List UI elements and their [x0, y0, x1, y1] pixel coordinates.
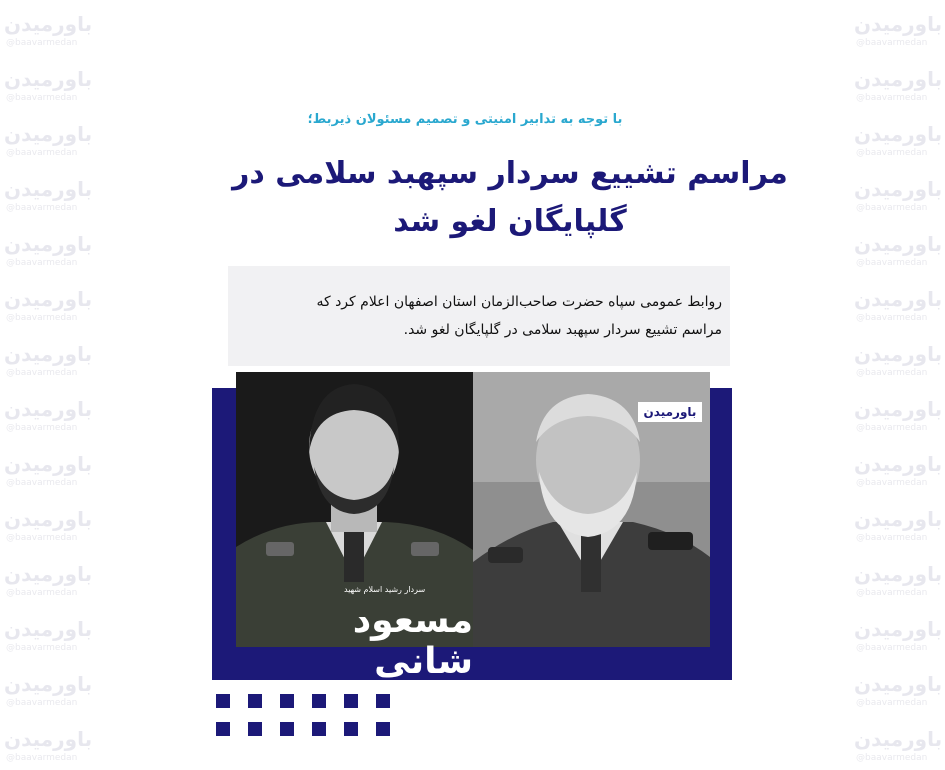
watermark-handle: @baavarmedan	[6, 38, 78, 48]
watermark-logo: باورمیدن	[854, 177, 943, 201]
watermark-logo: باورمیدن	[4, 232, 93, 256]
watermark-logo: باورمیدن	[4, 452, 93, 476]
watermark-handle: @baavarmedan	[856, 698, 928, 708]
watermark-item	[850, 660, 945, 715]
watermark-item	[0, 220, 95, 275]
watermark-item	[0, 165, 95, 220]
watermark-item	[850, 605, 945, 660]
watermark-item	[0, 385, 95, 440]
watermark-handle: @baavarmedan	[856, 533, 928, 543]
watermark-handle: @baavarmedan	[856, 313, 928, 323]
headline-line-1: مراسم تشییع سردار سپهبد سلامی در	[232, 156, 788, 191]
watermark-logo: باورمیدن	[4, 617, 93, 641]
watermark-item	[0, 715, 95, 770]
watermark-item	[850, 110, 945, 165]
watermark-handle: @baavarmedan	[6, 258, 78, 268]
watermark-logo: باورمیدن	[4, 67, 93, 91]
watermark-item	[0, 495, 95, 550]
watermark-handle: @baavarmedan	[856, 148, 928, 158]
watermark-item	[850, 275, 945, 330]
watermark-handle: @baavarmedan	[856, 368, 928, 378]
watermark-handle: @baavarmedan	[6, 203, 78, 213]
portrait-caption-name: مسعود شانی	[352, 600, 473, 682]
watermark-item	[850, 0, 945, 55]
watermark-logo: باورمیدن	[4, 12, 93, 36]
watermark-logo: باورمیدن	[4, 122, 93, 146]
watermark-logo: باورمیدن	[4, 287, 93, 311]
watermark-handle: @baavarmedan	[856, 753, 928, 763]
decorative-dot	[248, 722, 262, 736]
watermark-logo: باورمیدن	[854, 232, 943, 256]
decorative-dot	[344, 722, 358, 736]
watermark-handle: @baavarmedan	[856, 203, 928, 213]
watermark-logo: باورمیدن	[854, 67, 943, 91]
decorative-dot	[248, 694, 262, 708]
watermark-item	[0, 55, 95, 110]
brand-badge: باورمیدن	[638, 402, 702, 422]
summary-text	[262, 288, 722, 344]
watermark-item	[850, 440, 945, 495]
watermark-handle: @baavarmedan	[6, 698, 78, 708]
decorative-dot	[216, 722, 230, 736]
watermark-item	[850, 495, 945, 550]
watermark-handle: @baavarmedan	[6, 478, 78, 488]
decorative-dot	[312, 722, 326, 736]
watermark-handle: @baavarmedan	[856, 423, 928, 433]
watermark-handle: @baavarmedan	[856, 478, 928, 488]
decorative-dot	[312, 694, 326, 708]
watermark-handle: @baavarmedan	[856, 38, 928, 48]
watermark-logo: باورمیدن	[4, 397, 93, 421]
watermark-item	[0, 330, 95, 385]
headline	[230, 150, 790, 246]
watermark-logo: باورمیدن	[854, 397, 943, 421]
watermark-logo: باورمیدن	[854, 672, 943, 696]
watermark-column-right	[850, 0, 945, 763]
watermark-item	[0, 605, 95, 660]
watermark-logo: باورمیدن	[4, 562, 93, 586]
decorative-dot	[216, 694, 230, 708]
watermark-handle: @baavarmedan	[856, 588, 928, 598]
watermark-column-left	[0, 0, 95, 763]
watermark-logo: باورمیدن	[4, 672, 93, 696]
watermark-logo: باورمیدن	[854, 122, 943, 146]
portrait-right	[473, 372, 710, 647]
watermark-item	[0, 440, 95, 495]
decorative-dot	[376, 694, 390, 708]
watermark-item	[0, 550, 95, 605]
watermark-item	[850, 330, 945, 385]
portrait-caption-subtitle: سردار رشید اسلام شهید	[344, 585, 426, 594]
watermark-item	[850, 550, 945, 605]
watermark-logo: باورمیدن	[854, 452, 943, 476]
decorative-dot	[344, 694, 358, 708]
watermark-logo: باورمیدن	[854, 12, 943, 36]
kicker: با توجه به تدابیر امنیتی و تصمیم مسئولان ذیربط؛	[307, 112, 623, 127]
watermark-handle: @baavarmedan	[6, 368, 78, 378]
watermark-item	[850, 55, 945, 110]
watermark-handle: @baavarmedan	[856, 643, 928, 653]
watermark-logo: باورمیدن	[854, 287, 943, 311]
watermark-handle: @baavarmedan	[6, 588, 78, 598]
watermark-logo: باورمیدن	[854, 727, 943, 751]
decorative-dot	[280, 694, 294, 708]
headline-line-2: گلپایگان لغو شد	[393, 204, 627, 239]
watermark-logo: باورمیدن	[854, 507, 943, 531]
watermark-item	[0, 110, 95, 165]
watermark-logo: باورمیدن	[4, 507, 93, 531]
watermark-item	[850, 220, 945, 275]
watermark-logo: باورمیدن	[854, 562, 943, 586]
watermark-handle: @baavarmedan	[6, 643, 78, 653]
watermark-logo: باورمیدن	[854, 617, 943, 641]
watermark-handle: @baavarmedan	[6, 93, 78, 103]
portrait-left	[236, 372, 473, 682]
decorative-dot	[376, 722, 390, 736]
watermark-item	[850, 165, 945, 220]
watermark-item	[850, 385, 945, 440]
watermark-handle: @baavarmedan	[6, 753, 78, 763]
watermark-handle: @baavarmedan	[856, 93, 928, 103]
decorative-dot	[280, 722, 294, 736]
watermark-handle: @baavarmedan	[6, 148, 78, 158]
watermark-logo: باورمیدن	[4, 342, 93, 366]
watermark-handle: @baavarmedan	[6, 313, 78, 323]
watermark-item	[0, 660, 95, 715]
watermark-logo: باورمیدن	[854, 342, 943, 366]
summary-line-1: روابط عمومی سپاه حضرت صاحب‌الزمان استان اصفهان اعلام کرد که	[316, 294, 722, 310]
watermark-handle: @baavarmedan	[6, 533, 78, 543]
watermark-logo: باورمیدن	[4, 177, 93, 201]
watermark-item	[850, 715, 945, 770]
summary-line-2: مراسم تشییع سردار سپهبد سلامی در گلپایگان لغو شد.	[403, 322, 722, 338]
watermark-handle: @baavarmedan	[856, 258, 928, 268]
watermark-item	[0, 0, 95, 55]
watermark-item	[0, 275, 95, 330]
watermark-handle: @baavarmedan	[6, 423, 78, 433]
watermark-logo: باورمیدن	[4, 727, 93, 751]
